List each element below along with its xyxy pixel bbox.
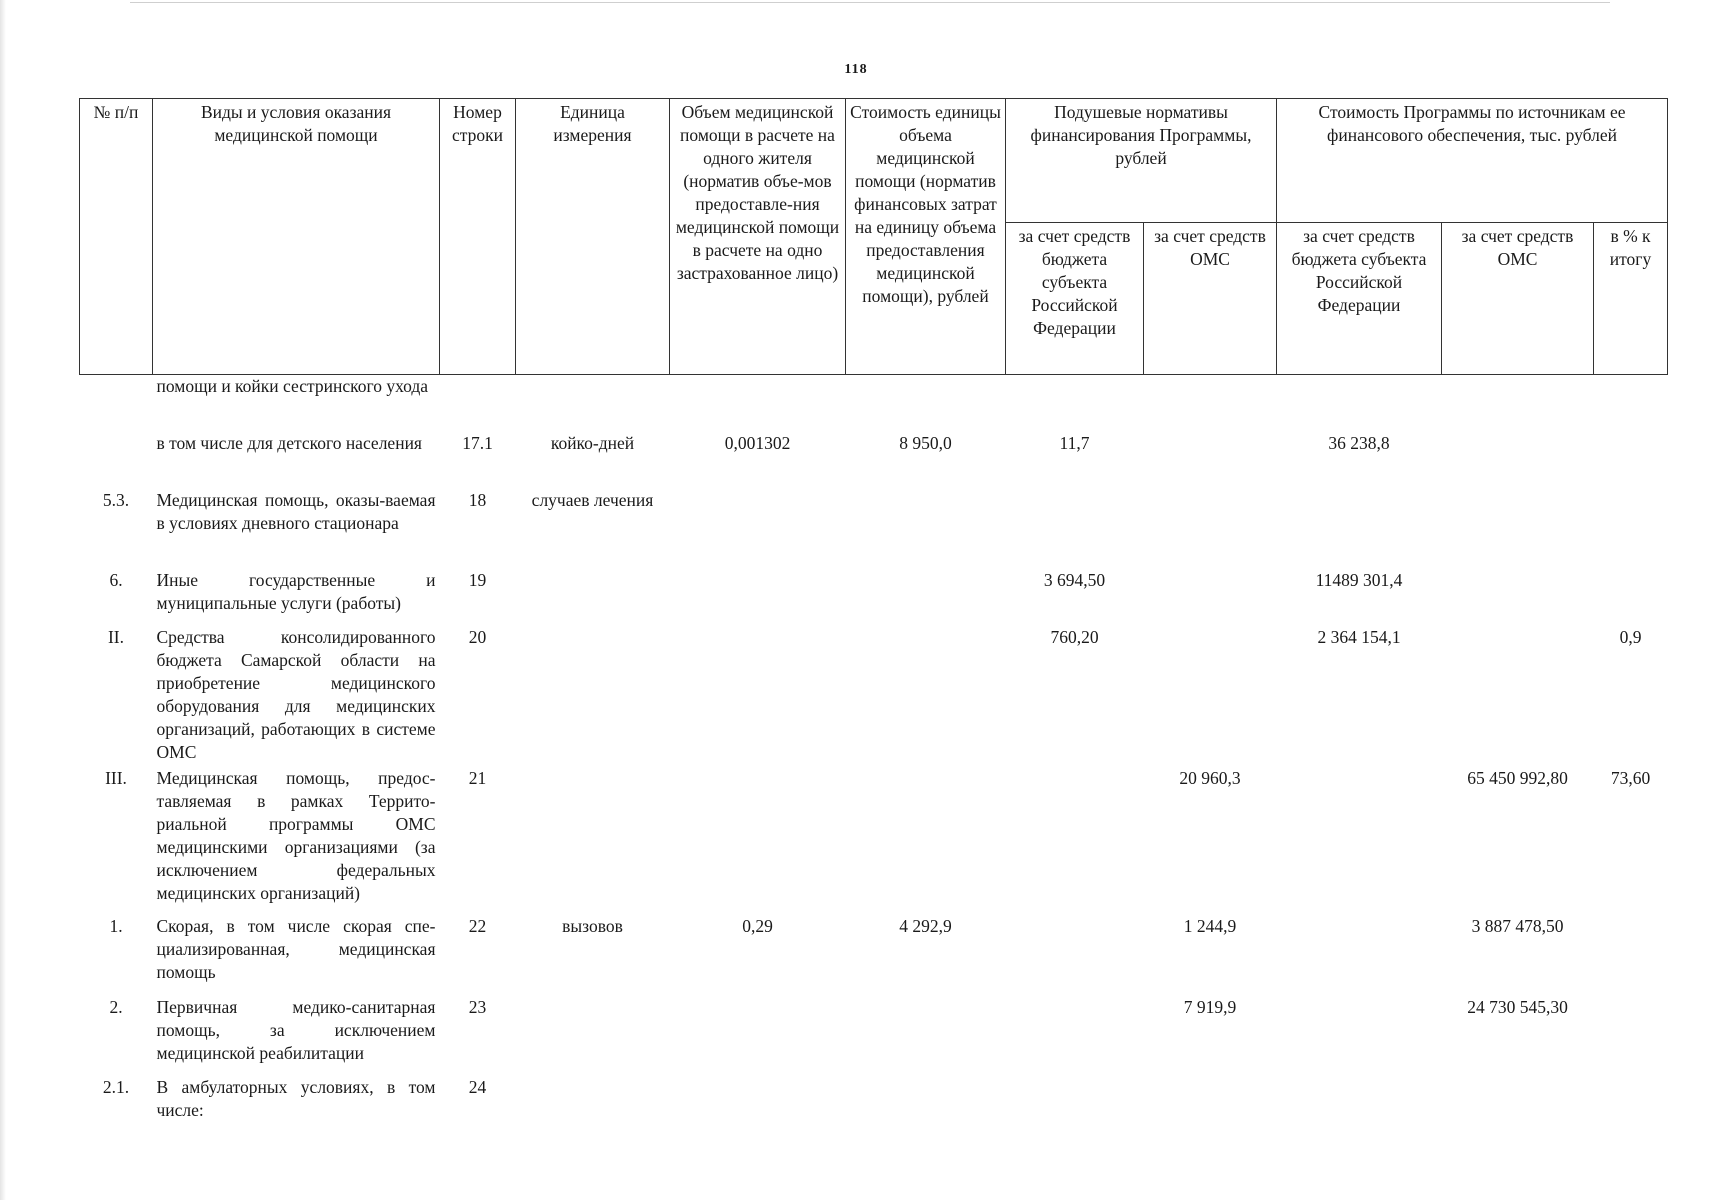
row-cost-budget: 11489 301,4	[1315, 569, 1403, 590]
row-norm-budget	[1006, 489, 1144, 569]
page-number: 118	[844, 62, 868, 77]
table-row	[80, 432, 1668, 489]
row-unit-cost	[846, 569, 1006, 626]
program-cost-table	[79, 98, 1668, 1133]
row-norm-budget: 11,7	[1059, 432, 1090, 453]
row-percent	[1594, 489, 1668, 569]
table-row	[80, 375, 1668, 432]
row-unit-cost	[846, 375, 1006, 432]
scan-edge-shadow	[0, 0, 6, 1200]
row-norm-budget: 3 694,50	[1043, 569, 1106, 590]
row-num: III.	[105, 767, 127, 788]
row-num	[80, 432, 153, 489]
row-norm-budget	[1006, 996, 1144, 1076]
table-row	[80, 767, 1668, 915]
row-unit-cost: 8 950,0	[899, 432, 952, 453]
table-row	[80, 1076, 1668, 1133]
row-code: 20	[468, 626, 487, 647]
row-num: II.	[107, 626, 125, 647]
row-num: 2.	[109, 996, 123, 1017]
row-norm-budget	[1006, 1076, 1144, 1133]
top-rule	[130, 2, 1610, 3]
row-cost-budget: 36 238,8	[1328, 432, 1390, 453]
row-cost-budget	[1277, 375, 1442, 432]
row-cost-budget	[1277, 1076, 1442, 1133]
row-volume	[670, 767, 846, 915]
row-norm-budget	[1006, 767, 1144, 915]
header-per-capita-norms: Подушевые нормативы финансирования Программы, рублей	[1006, 99, 1277, 223]
row-cost-oms	[1442, 626, 1594, 767]
table-row	[80, 996, 1668, 1076]
row-percent: 73,60	[1610, 767, 1651, 788]
row-name: Скорая, в том числе скорая спе-циализированная, медицинская помощь	[156, 915, 436, 982]
row-cost-oms: 3 887 478,50	[1471, 915, 1564, 936]
row-unit-cost	[846, 767, 1006, 915]
row-code: 18	[468, 489, 487, 510]
row-unit-cost: 4 292,9	[899, 915, 952, 936]
row-num: 5.3.	[102, 489, 130, 510]
row-cost-oms	[1442, 1076, 1594, 1133]
row-unit	[516, 996, 670, 1076]
row-cost-budget: 2 364 154,1	[1317, 626, 1401, 647]
row-unit: случаев лечения	[531, 489, 654, 510]
header-norm-budget: за счет средств бюджета субъекта Российской Федерации	[1006, 223, 1144, 375]
row-unit	[516, 1076, 670, 1133]
row-cost-oms	[1442, 432, 1594, 489]
row-percent	[1594, 996, 1668, 1076]
row-code: 19	[468, 569, 487, 590]
header-unit-cost: Стоимость единицы объема медицинской помощи (норматив финансовых затрат на единицу объема предоставления медицинской помощи), рублей	[846, 99, 1006, 375]
row-num: 2.1.	[102, 1076, 130, 1097]
header-cost-percent: в % к итогу	[1594, 223, 1668, 375]
row-code: 21	[468, 767, 487, 788]
row-percent	[1594, 432, 1668, 489]
table-row	[80, 626, 1668, 767]
row-cost-budget	[1277, 489, 1442, 569]
row-name: В амбулаторных условиях, в том числе:	[156, 1076, 436, 1120]
row-volume	[670, 626, 846, 767]
header-cost-budget: за счет средств бюджета субъекта Российской Федерации	[1277, 223, 1442, 375]
row-code: 24	[468, 1076, 487, 1097]
row-percent	[1594, 569, 1668, 626]
row-norm-oms	[1144, 432, 1277, 489]
row-name: в том числе для детского населения	[156, 432, 422, 453]
row-cost-oms	[1442, 489, 1594, 569]
row-cost-budget	[1277, 915, 1442, 996]
row-norm-budget: 760,20	[1050, 626, 1099, 647]
row-cost-budget	[1277, 767, 1442, 915]
row-volume	[670, 996, 846, 1076]
row-unit-cost	[846, 1076, 1006, 1133]
row-volume	[670, 489, 846, 569]
header-volume: Объем медицинской помощи в расчете на одного жителя (норматив объе-мов предоставле-ния медицинской помощи в расчете на одно застрахованное лицо)	[670, 99, 846, 375]
header-unit: Единица измерения	[516, 99, 670, 375]
row-norm-oms	[1144, 626, 1277, 767]
row-unit-cost	[846, 996, 1006, 1076]
row-num: 1.	[109, 915, 123, 936]
header-name: Виды и условия оказания медицинской помощи	[153, 99, 440, 375]
row-norm-oms	[1144, 489, 1277, 569]
row-volume	[670, 1076, 846, 1133]
row-cost-budget	[1277, 996, 1442, 1076]
row-unit	[516, 626, 670, 767]
row-cost-oms: 65 450 992,80	[1467, 767, 1568, 788]
row-name: Первичная медико-санитарная помощь, за исключением медицинской реабилитации	[156, 996, 436, 1063]
header-cost-oms: за счет средств ОМС	[1442, 223, 1594, 375]
row-percent: 0,9	[1619, 626, 1642, 647]
row-norm-oms	[1144, 375, 1277, 432]
row-norm-oms: 7 919,9	[1183, 996, 1237, 1017]
row-num: 6.	[109, 569, 123, 590]
row-volume	[670, 569, 846, 626]
row-name: помощи и койки сестринского ухода	[156, 376, 429, 396]
row-unit	[516, 569, 670, 626]
header-row-number: Номер строки	[440, 99, 516, 375]
row-code: 23	[468, 996, 487, 1017]
row-volume: 0,001302	[724, 432, 791, 453]
row-norm-oms	[1144, 1076, 1277, 1133]
row-cost-oms: 24 730 545,30	[1467, 996, 1568, 1017]
row-name: Медицинская помощь, предос-тавляемая в рамках Террито-риальной программы ОМС медицинскими организациями (за исключением федеральных медицинских организаций)	[156, 767, 436, 903]
row-norm-oms: 20 960,3	[1179, 767, 1241, 788]
row-norm-budget	[1006, 915, 1144, 996]
table-row	[80, 489, 1668, 569]
row-percent	[1594, 1076, 1668, 1133]
row-unit-cost	[846, 626, 1006, 767]
header-program-cost: Стоимость Программы по источникам ее финансового обеспечения, тыс. рублей	[1277, 99, 1668, 223]
row-unit: вызовов	[562, 915, 623, 936]
header-norm-oms: за счет средств ОМС	[1144, 223, 1277, 375]
row-percent	[1594, 375, 1668, 432]
row-unit: койко-дней	[550, 432, 635, 453]
row-norm-oms	[1144, 569, 1277, 626]
row-cost-oms	[1442, 375, 1594, 432]
row-code: 17.1	[462, 432, 493, 453]
row-num	[80, 375, 153, 432]
row-code	[440, 375, 516, 432]
row-name: Иные государственные и муниципальные услуги (работы)	[156, 569, 436, 613]
row-norm-oms: 1 244,9	[1183, 915, 1237, 936]
row-cost-oms	[1442, 569, 1594, 626]
table-row	[80, 569, 1668, 626]
row-unit	[516, 375, 670, 432]
row-name: Медицинская помощь, оказы-ваемая в условиях дневного стационара	[156, 489, 436, 533]
table-row	[80, 915, 1668, 996]
row-unit-cost	[846, 489, 1006, 569]
row-name: Средства консолидированного бюджета Самарской области на приобретение медицинского оборудования для медицинских организаций, работающих в системе ОМС	[156, 626, 436, 762]
row-volume: 0,29	[742, 915, 773, 936]
row-norm-budget	[1006, 375, 1144, 432]
row-volume	[670, 375, 846, 432]
row-percent	[1594, 915, 1668, 996]
row-unit	[516, 767, 670, 915]
header-num: № п/п	[80, 99, 153, 375]
row-code: 22	[468, 915, 487, 936]
